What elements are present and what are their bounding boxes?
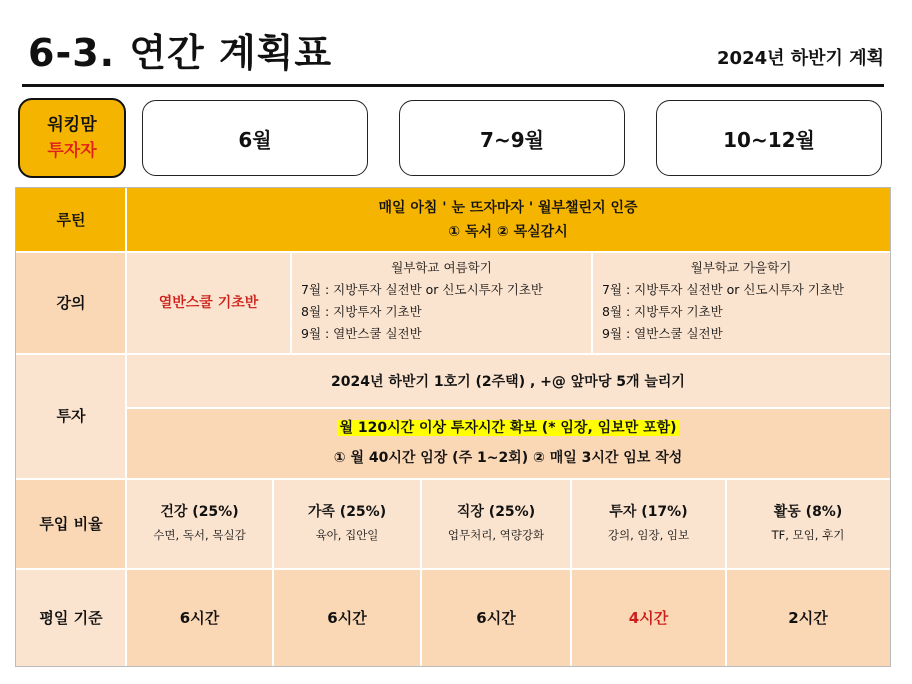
- ratio-title: 직장 (25%): [456, 504, 536, 520]
- ratio-title: 투자 (17%): [609, 504, 688, 520]
- routine-content: [126, 188, 890, 251]
- col-divider: [570, 478, 572, 666]
- ratio-title: 가족 (25%): [307, 504, 387, 520]
- col-divider: [290, 251, 292, 353]
- lecture-label: 강의: [16, 251, 126, 353]
- row-divider: [16, 353, 890, 355]
- ratio-desc: 강의, 임장, 임보: [607, 528, 690, 542]
- ratio-health: [126, 478, 273, 568]
- invest-line1: 2024년 하반기 1호기 (2주택) , +@ 앞마당 5개 늘리기: [126, 353, 890, 408]
- col-divider: [591, 251, 593, 353]
- role-badge: [18, 98, 126, 178]
- fall-title: 월부학교 가을학기: [690, 260, 792, 275]
- weekday-invest: 4시간: [571, 568, 726, 666]
- lecture-summer: [291, 251, 592, 353]
- page-title: 6-3. 연간 계획표: [28, 31, 333, 75]
- row-divider: [16, 568, 890, 570]
- summer-title: 월부학교 여름학기: [391, 260, 492, 275]
- ratio-family: [273, 478, 421, 568]
- col-divider: [420, 478, 422, 666]
- col-divider: [725, 478, 727, 666]
- row-divider: [16, 251, 890, 253]
- weekday-label: 평일 기준: [16, 568, 126, 666]
- row-divider: [126, 407, 890, 409]
- ratio-desc: 육아, 집안일: [315, 528, 379, 542]
- period-oct-dec: 10~12월: [656, 100, 882, 176]
- invest-label: 투자: [16, 353, 126, 478]
- routine-line1: 매일 아침 ' 눈 뜨자마자 ' 월부챌린지 인증: [378, 199, 638, 216]
- ratio-desc: 업무처리, 역량강화: [447, 528, 545, 542]
- fall-item: 8월 : 지방투자 기초반: [602, 304, 723, 319]
- page-subtitle: 2024년 하반기 계획: [717, 48, 884, 69]
- ratio-label: 투입 비율: [16, 478, 126, 568]
- badge-line1: 워킹맘: [47, 115, 97, 135]
- ratio-title: 활동 (8%): [773, 504, 843, 520]
- weekday-work: 6시간: [421, 568, 571, 666]
- ratio-work: [421, 478, 571, 568]
- title-divider: [22, 84, 884, 87]
- summer-item: 9월 : 열반스쿨 실전반: [301, 326, 422, 341]
- badge-line2: 투자자: [47, 141, 97, 161]
- weekday-activity: 2시간: [726, 568, 890, 666]
- invest-highlight: 월 120시간 이상 투자시간 확보 (* 임장, 임보만 포함): [339, 420, 677, 436]
- col-divider: [125, 188, 127, 666]
- ratio-activity: [726, 478, 890, 568]
- plan-table: [15, 187, 891, 667]
- ratio-title: 건강 (25%): [160, 504, 239, 520]
- ratio-desc: TF, 모임, 후기: [771, 528, 845, 542]
- period-jul-sep: 7~9월: [399, 100, 625, 176]
- ratio-invest: [571, 478, 726, 568]
- row-divider: [16, 478, 890, 480]
- routine-line2: ① 독서 ② 목실감시: [448, 223, 568, 240]
- invest-detail: [126, 408, 890, 478]
- lecture-fall: [592, 251, 890, 353]
- weekday-family: 6시간: [273, 568, 421, 666]
- ratio-desc: 수면, 독서, 목실감: [153, 528, 246, 542]
- weekday-health: 6시간: [126, 568, 273, 666]
- lecture-june: 열반스쿨 기초반: [126, 251, 291, 353]
- routine-label: 루틴: [16, 188, 126, 251]
- summer-item: 7월 : 지방투자 실전반 or 신도시투자 기초반: [301, 282, 543, 297]
- fall-item: 7월 : 지방투자 실전반 or 신도시투자 기초반: [602, 282, 844, 297]
- invest-line3: ① 월 40시간 임장 (주 1~2회) ② 매일 3시간 임보 작성: [333, 450, 683, 466]
- col-divider: [272, 478, 274, 666]
- summer-item: 8월 : 지방투자 기초반: [301, 304, 422, 319]
- period-june: 6월: [142, 100, 368, 176]
- fall-item: 9월 : 열반스쿨 실전반: [602, 326, 723, 341]
